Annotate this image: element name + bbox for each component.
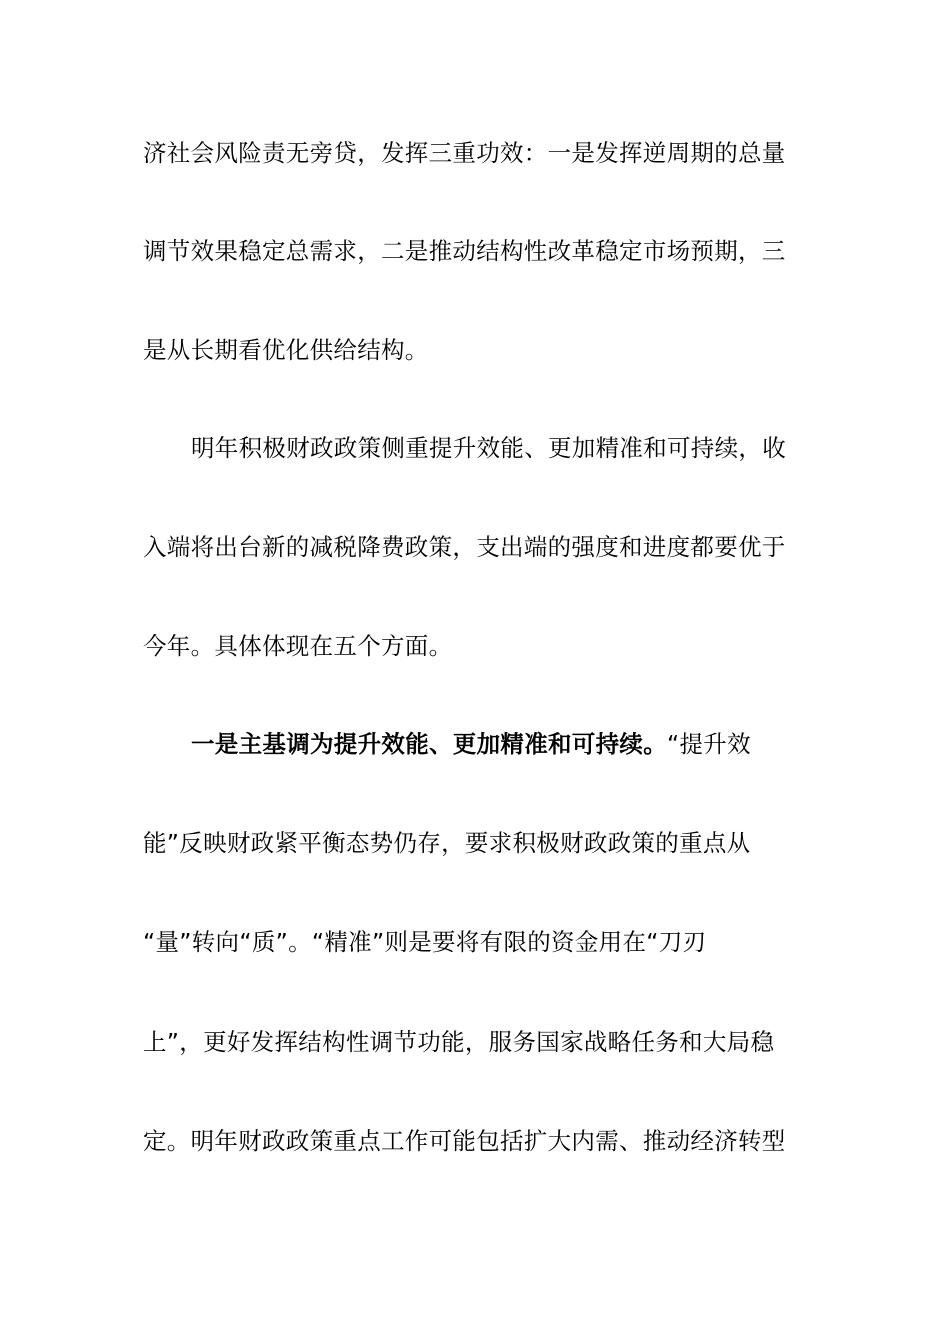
paragraph-1-line-2: 调节效果稳定总需求，二是推动结构性改革稳定市场预期，三 <box>143 237 786 265</box>
paragraph-3-line-3: “量”转向“质”。“精准”则是要将有限的资金用在“刀刃 <box>143 928 707 956</box>
paragraph-3-heading: 一是主基调为提升效能、更加精准和可持续。 <box>191 730 667 758</box>
paragraph-2-line-1: 明年积极财政政策侧重提升效能、更加精准和可持续，收 <box>191 434 786 462</box>
paragraph-1-line-3: 是从长期看优化供给结构。 <box>143 336 429 364</box>
paragraph-3-line-1 <box>191 724 808 764</box>
paragraph-3-line-2: 能”反映财政紧平衡态势仍存，要求积极财政政策的重点从 <box>143 829 751 857</box>
paragraph-2-line-3: 今年。具体体现在五个方面。 <box>143 632 453 660</box>
paragraph-3-first-line-rest: “提升效 <box>667 730 751 758</box>
paragraph-3-line-5: 定。明年财政政策重点工作可能包括扩大内需、推动经济转型 <box>143 1127 786 1155</box>
paragraph-3-line-4: 上”，更好发挥结构性调节功能，服务国家战略任务和大局稳 <box>143 1028 775 1056</box>
paragraph-2-line-2: 入端将出台新的减税降费政策，支出端的强度和进度都要优于 <box>143 533 786 561</box>
paragraph-1-line-1: 济社会风险责无旁贷，发挥三重功效：一是发挥逆周期的总量 <box>143 139 786 167</box>
